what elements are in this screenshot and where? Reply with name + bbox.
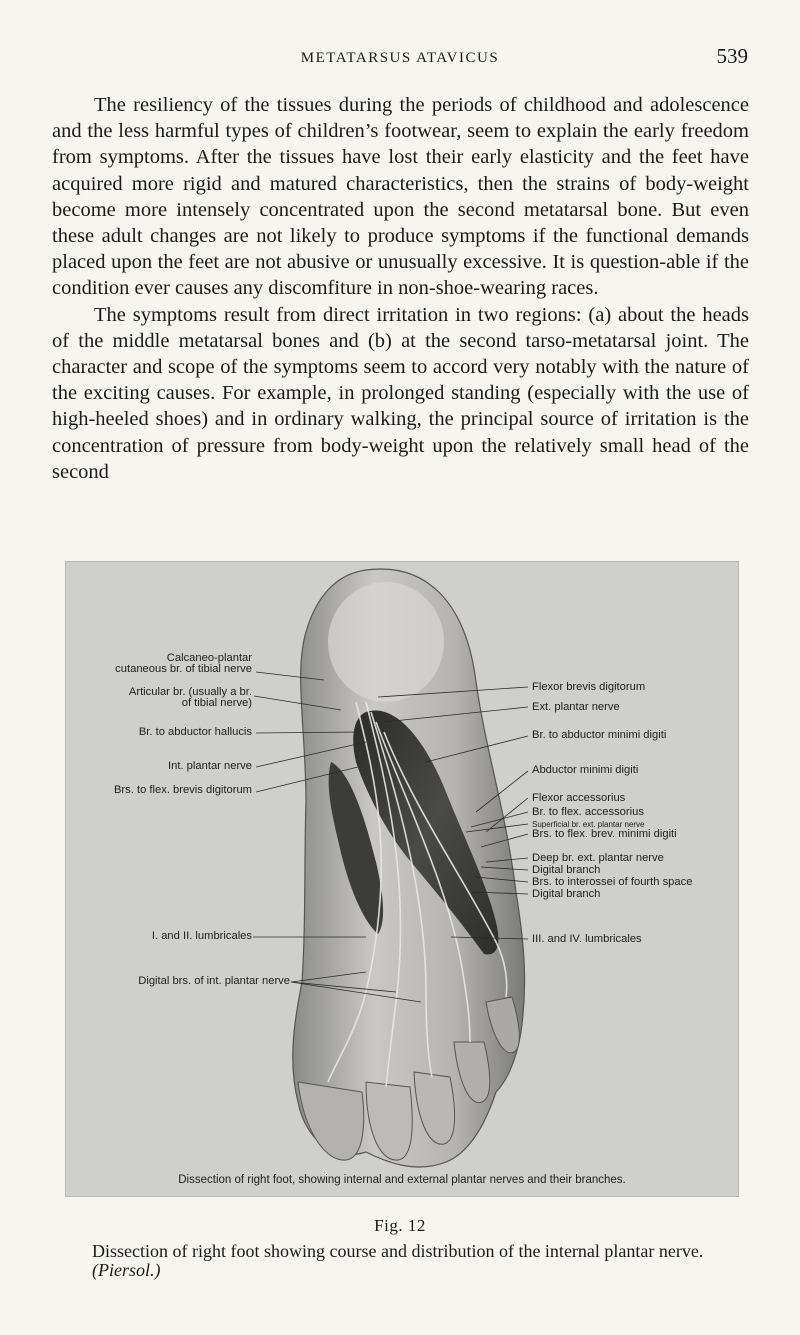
- figure-inner-caption: Dissection of right foot, showing internal and external plantar nerves and their branches.: [178, 1174, 626, 1186]
- label-digital-branch-1: Digital branch: [532, 864, 601, 876]
- label-digital-branches-int: Digital brs. of int. plantar nerve: [138, 975, 290, 987]
- label-lumbricales-iii-iv: III. and IV. lumbricales: [532, 933, 642, 945]
- body-text: [52, 92, 749, 485]
- label-interossei-branches: Brs. to interossei of fourth space: [532, 876, 693, 888]
- label-cutaneous-branch: cutaneous br. of tibial nerve: [115, 663, 252, 675]
- label-articular-branch: Articular br. (usually a br.: [128, 686, 252, 698]
- label-abductor-minimi: Abductor minimi digiti: [532, 764, 639, 776]
- figure-number: Fig. 12: [374, 1216, 426, 1235]
- label-flex-brevis-branches: Brs. to flex. brevis digitorum: [113, 784, 252, 796]
- label-int-plantar-nerve: Int. plantar nerve: [168, 760, 252, 772]
- running-title: METATARSUS ATAVICUS: [300, 50, 500, 66]
- running-head: [0, 44, 800, 74]
- label-tibial-nerve: of tibial nerve): [181, 697, 252, 709]
- label-abductor-hallucis: Br. to abductor hallucis: [138, 726, 252, 738]
- page-number: 539: [716, 44, 748, 68]
- label-br-flex-accessorius: Br. to flex. accessorius: [532, 806, 644, 818]
- label-superficial-branch: Superficial br. ext. plantar nerve: [532, 820, 645, 829]
- label-flexor-accessorius: Flexor accessorius: [532, 792, 626, 804]
- label-deep-branch: Deep br. ext. plantar nerve: [532, 852, 664, 864]
- figure-caption-source: (Piersol.): [92, 1260, 161, 1280]
- figure-caption: [92, 1242, 752, 1280]
- paragraph-2: The symptoms result from direct irritation in two regions: (a) about the heads of the middle metatarsal bones and (b) at the second tarso-metatarsal joint. The character and scope of the symptoms seem to accord very notably with the nature of the exciting causes. For example, in prolonged standing (especially with the use of high-heeled shoes) and in ordinary walking, the principal source of irritation is the concentration of pressure from body-weight upon the relatively small head of the second: [52, 303, 749, 483]
- label-calcaneo-plantar: Calcaneo-plantar: [166, 652, 252, 664]
- label-lumbricales-i-ii: I. and II. lumbricales: [151, 930, 252, 942]
- label-digital-branch-2: Digital branch: [532, 888, 601, 900]
- paragraph-1: The resiliency of the tissues during the periods of childhood and adolescence and the less harmful types of children’s footwear, seem to explain the early freedom from symptoms. After the tissues have lost their early elasticity and the feet have acquired more rigid and matured characteristics, then the strains of body-weight become more intensely concentrated upon the second metatarsal bone. But even these adult changes are not likely to produce symptoms if the functional demands placed upon the feet are not abusive or unusually excessive. It is question-able if the condition ever causes any discomfiture in non-shoe-wearing races.: [52, 94, 749, 300]
- anatomical-figure: [65, 561, 739, 1197]
- figure-caption-text: Dissection of right foot showing course and distribution of the internal plantar nerve.: [92, 1241, 704, 1261]
- label-ext-plantar-nerve: Ext. plantar nerve: [532, 701, 620, 713]
- label-flex-brev-minimi: Brs. to flex. brev. minimi digiti: [532, 828, 677, 840]
- label-br-abductor-minimi: Br. to abductor minimi digiti: [532, 729, 667, 741]
- label-flexor-brevis-digitorum: Flexor brevis digitorum: [532, 681, 646, 693]
